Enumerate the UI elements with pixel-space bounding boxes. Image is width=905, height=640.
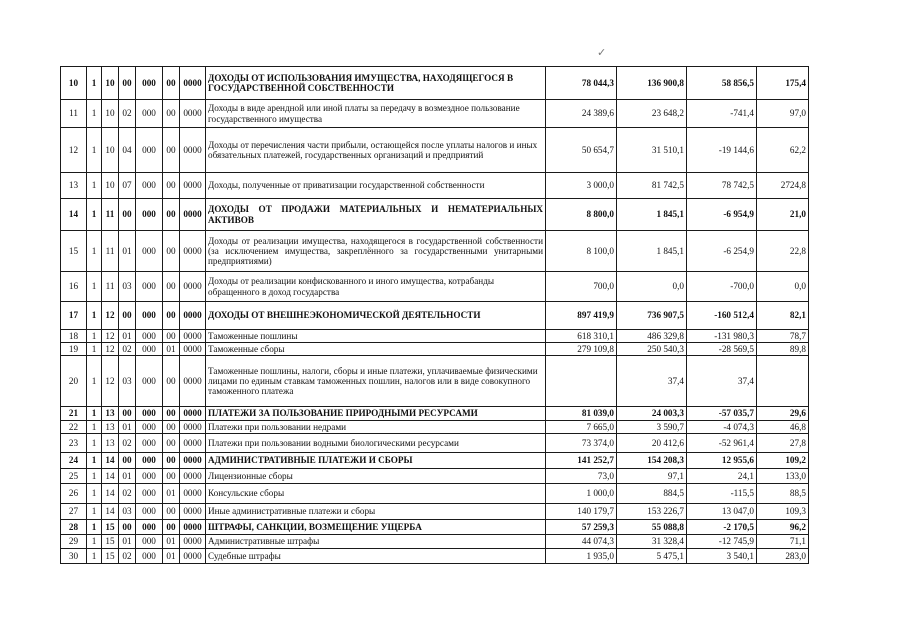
code-subgroup: 11 <box>102 199 119 231</box>
code-program: 0000 <box>180 272 206 302</box>
planned-value: 3 000,0 <box>546 173 617 199</box>
execution-percent: 2724,8 <box>757 173 809 199</box>
code-subarticle: 000 <box>136 128 163 173</box>
revenue-name: Доходы от перечисления части прибыли, остающейся после уплаты налогов и иных обязательных платежей, государственных организаций и предприятий <box>206 128 546 173</box>
code-program: 0000 <box>180 453 206 469</box>
deviation-value: -4 074,3 <box>687 421 757 434</box>
code-subarticle: 000 <box>136 421 163 434</box>
code-subgroup: 10 <box>102 100 119 128</box>
table-row <box>61 453 809 469</box>
code-article: 01 <box>119 469 136 484</box>
revenue-name: ПЛАТЕЖИ ЗА ПОЛЬЗОВАНИЕ ПРИРОДНЫМИ РЕСУРСАМИ <box>206 407 546 421</box>
deviation-value: 24,1 <box>687 469 757 484</box>
code-subgroup: 15 <box>102 549 119 564</box>
execution-percent: 283,0 <box>757 549 809 564</box>
code-subgroup: 12 <box>102 302 119 330</box>
code-subgroup: 14 <box>102 484 119 504</box>
row-number: 22 <box>61 421 87 434</box>
revenue-name: ДОХОДЫ ОТ ИСПОЛЬЗОВАНИЯ ИМУЩЕСТВА, НАХОДЯЩЕГОСЯ В ГОСУДАРСТВЕННОЙ СОБСТВЕННОСТИ <box>206 67 546 100</box>
code-subgroup: 12 <box>102 356 119 407</box>
code-element: 00 <box>163 520 180 535</box>
code-article: 01 <box>119 421 136 434</box>
row-number: 21 <box>61 407 87 421</box>
code-element: 00 <box>163 469 180 484</box>
execution-percent: 133,0 <box>757 469 809 484</box>
code-group: 1 <box>87 231 102 272</box>
deviation-value: -700,0 <box>687 272 757 302</box>
code-subgroup: 15 <box>102 520 119 535</box>
execution-percent: 27,8 <box>757 434 809 453</box>
table-row <box>61 421 809 434</box>
actual-value: 153 226,7 <box>617 504 687 520</box>
row-number: 12 <box>61 128 87 173</box>
table-row <box>61 407 809 421</box>
deviation-value: -52 961,4 <box>687 434 757 453</box>
code-article: 01 <box>119 231 136 272</box>
code-subgroup: 10 <box>102 173 119 199</box>
revenue-table <box>60 66 809 564</box>
check-mark: ✓ <box>597 47 607 59</box>
actual-value: 0,0 <box>617 272 687 302</box>
row-number: 19 <box>61 343 87 356</box>
planned-value: 897 419,9 <box>546 302 617 330</box>
code-subgroup: 15 <box>102 535 119 549</box>
revenue-name: Консульские сборы <box>206 484 546 504</box>
code-subgroup: 14 <box>102 453 119 469</box>
deviation-value: -2 170,5 <box>687 520 757 535</box>
code-element: 01 <box>163 535 180 549</box>
code-group: 1 <box>87 453 102 469</box>
code-group: 1 <box>87 173 102 199</box>
row-number: 26 <box>61 484 87 504</box>
code-article: 03 <box>119 272 136 302</box>
code-subarticle: 000 <box>136 535 163 549</box>
code-group: 1 <box>87 356 102 407</box>
planned-value <box>546 356 617 407</box>
actual-value: 154 208,3 <box>617 453 687 469</box>
code-element: 00 <box>163 231 180 272</box>
code-article: 03 <box>119 356 136 407</box>
code-program: 0000 <box>180 330 206 343</box>
code-program: 0000 <box>180 434 206 453</box>
code-subgroup: 10 <box>102 67 119 100</box>
code-article: 02 <box>119 100 136 128</box>
code-group: 1 <box>87 504 102 520</box>
table-row <box>61 549 809 564</box>
row-number: 13 <box>61 173 87 199</box>
code-subgroup: 12 <box>102 343 119 356</box>
code-element: 00 <box>163 453 180 469</box>
code-group: 1 <box>87 343 102 356</box>
planned-value: 78 044,3 <box>546 67 617 100</box>
actual-value: 20 412,6 <box>617 434 687 453</box>
code-group: 1 <box>87 330 102 343</box>
code-program: 0000 <box>180 535 206 549</box>
planned-value: 24 389,6 <box>546 100 617 128</box>
execution-percent: 0,0 <box>757 272 809 302</box>
row-number: 24 <box>61 453 87 469</box>
revenue-name: Судебные штрафы <box>206 549 546 564</box>
code-program: 0000 <box>180 407 206 421</box>
deviation-value: -19 144,6 <box>687 128 757 173</box>
revenue-name: Таможенные пошлины, налоги, сборы и иные платежи, уплачиваемые физическими лицами по единым ставкам таможенных пошлин, налогов или в виде совокупного таможенного платежа <box>206 356 546 407</box>
code-subgroup: 12 <box>102 330 119 343</box>
code-article: 02 <box>119 434 136 453</box>
code-subarticle: 000 <box>136 272 163 302</box>
table-row <box>61 434 809 453</box>
table-row <box>61 67 809 100</box>
code-element: 00 <box>163 504 180 520</box>
deviation-value: -741,4 <box>687 100 757 128</box>
revenue-name: ШТРАФЫ, САНКЦИИ, ВОЗМЕЩЕНИЕ УЩЕРБА <box>206 520 546 535</box>
deviation-value: -57 035,7 <box>687 407 757 421</box>
code-article: 02 <box>119 343 136 356</box>
code-article: 00 <box>119 199 136 231</box>
revenue-name: Доходы, полученные от приватизации государственной собственности <box>206 173 546 199</box>
table-row <box>61 535 809 549</box>
revenue-name: Иные административные платежи и сборы <box>206 504 546 520</box>
table-row <box>61 128 809 173</box>
execution-percent: 89,8 <box>757 343 809 356</box>
code-group: 1 <box>87 272 102 302</box>
table-row <box>61 356 809 407</box>
execution-percent <box>757 356 809 407</box>
actual-value: 1 845,1 <box>617 199 687 231</box>
row-number: 27 <box>61 504 87 520</box>
code-subgroup: 13 <box>102 434 119 453</box>
actual-value: 37,4 <box>617 356 687 407</box>
code-subarticle: 000 <box>136 484 163 504</box>
code-article: 00 <box>119 520 136 535</box>
table-row <box>61 199 809 231</box>
code-article: 07 <box>119 173 136 199</box>
code-program: 0000 <box>180 484 206 504</box>
code-group: 1 <box>87 199 102 231</box>
revenue-name: Платежи при пользовании водными биологическими ресурсами <box>206 434 546 453</box>
deviation-value: 3 540,1 <box>687 549 757 564</box>
code-article: 03 <box>119 504 136 520</box>
code-subarticle: 000 <box>136 407 163 421</box>
planned-value: 81 039,0 <box>546 407 617 421</box>
row-number: 28 <box>61 520 87 535</box>
revenue-name: ДОХОДЫ ОТ ВНЕШНЕЭКОНОМИЧЕСКОЙ ДЕЯТЕЛЬНОСТИ <box>206 302 546 330</box>
code-article: 00 <box>119 302 136 330</box>
deviation-value: 37,4 <box>687 356 757 407</box>
actual-value: 31 510,1 <box>617 128 687 173</box>
code-group: 1 <box>87 434 102 453</box>
row-number: 11 <box>61 100 87 128</box>
table-row <box>61 231 809 272</box>
deviation-value: -6 254,9 <box>687 231 757 272</box>
code-subarticle: 000 <box>136 504 163 520</box>
code-subgroup: 11 <box>102 231 119 272</box>
code-element: 00 <box>163 434 180 453</box>
actual-value: 97,1 <box>617 469 687 484</box>
code-subarticle: 000 <box>136 302 163 330</box>
planned-value: 1 935,0 <box>546 549 617 564</box>
execution-percent: 78,7 <box>757 330 809 343</box>
actual-value: 3 590,7 <box>617 421 687 434</box>
code-element: 00 <box>163 272 180 302</box>
planned-value: 279 109,8 <box>546 343 617 356</box>
planned-value: 8 800,0 <box>546 199 617 231</box>
code-group: 1 <box>87 128 102 173</box>
code-subarticle: 000 <box>136 520 163 535</box>
deviation-value: -28 569,5 <box>687 343 757 356</box>
code-subarticle: 000 <box>136 453 163 469</box>
code-subarticle: 000 <box>136 231 163 272</box>
actual-value: 31 328,4 <box>617 535 687 549</box>
revenue-name: Доходы в виде арендной или иной платы за передачу в возмездное пользование государственного имущества <box>206 100 546 128</box>
code-group: 1 <box>87 100 102 128</box>
row-number: 25 <box>61 469 87 484</box>
row-number: 16 <box>61 272 87 302</box>
code-subgroup: 13 <box>102 407 119 421</box>
code-subarticle: 000 <box>136 434 163 453</box>
code-subgroup: 10 <box>102 128 119 173</box>
code-group: 1 <box>87 302 102 330</box>
execution-percent: 109,2 <box>757 453 809 469</box>
code-program: 0000 <box>180 67 206 100</box>
code-program: 0000 <box>180 128 206 173</box>
code-element: 00 <box>163 356 180 407</box>
deviation-value: -131 980,3 <box>687 330 757 343</box>
code-subarticle: 000 <box>136 330 163 343</box>
row-number: 29 <box>61 535 87 549</box>
code-program: 0000 <box>180 173 206 199</box>
code-subarticle: 000 <box>136 67 163 100</box>
deviation-value: -6 954,9 <box>687 199 757 231</box>
actual-value: 55 088,8 <box>617 520 687 535</box>
actual-value: 1 845,1 <box>617 231 687 272</box>
actual-value: 486 329,8 <box>617 330 687 343</box>
execution-percent: 88,5 <box>757 484 809 504</box>
execution-percent: 71,1 <box>757 535 809 549</box>
code-program: 0000 <box>180 356 206 407</box>
code-subgroup: 14 <box>102 504 119 520</box>
code-article: 01 <box>119 535 136 549</box>
planned-value: 700,0 <box>546 272 617 302</box>
code-subarticle: 000 <box>136 549 163 564</box>
code-element: 00 <box>163 128 180 173</box>
execution-percent: 29,6 <box>757 407 809 421</box>
code-group: 1 <box>87 484 102 504</box>
execution-percent: 22,8 <box>757 231 809 272</box>
actual-value: 136 900,8 <box>617 67 687 100</box>
planned-value: 73,0 <box>546 469 617 484</box>
planned-value: 8 100,0 <box>546 231 617 272</box>
revenue-name: Лицензионные сборы <box>206 469 546 484</box>
code-program: 0000 <box>180 520 206 535</box>
code-article: 02 <box>119 484 136 504</box>
table-row <box>61 484 809 504</box>
table-row <box>61 272 809 302</box>
table-row <box>61 100 809 128</box>
code-group: 1 <box>87 421 102 434</box>
revenue-name: Платежи при пользовании недрами <box>206 421 546 434</box>
planned-value: 141 252,7 <box>546 453 617 469</box>
code-program: 0000 <box>180 343 206 356</box>
revenue-name: Таможенные сборы <box>206 343 546 356</box>
code-subarticle: 000 <box>136 199 163 231</box>
code-article: 00 <box>119 453 136 469</box>
planned-value: 140 179,7 <box>546 504 617 520</box>
code-element: 00 <box>163 407 180 421</box>
revenue-name: АДМИНИСТРАТИВНЫЕ ПЛАТЕЖИ И СБОРЫ <box>206 453 546 469</box>
planned-value: 50 654,7 <box>546 128 617 173</box>
code-element: 00 <box>163 330 180 343</box>
code-article: 04 <box>119 128 136 173</box>
row-number: 18 <box>61 330 87 343</box>
code-program: 0000 <box>180 199 206 231</box>
code-subarticle: 000 <box>136 469 163 484</box>
execution-percent: 96,2 <box>757 520 809 535</box>
code-program: 0000 <box>180 469 206 484</box>
code-element: 00 <box>163 199 180 231</box>
deviation-value: 12 955,6 <box>687 453 757 469</box>
execution-percent: 21,0 <box>757 199 809 231</box>
actual-value: 736 907,5 <box>617 302 687 330</box>
code-element: 00 <box>163 100 180 128</box>
code-subarticle: 000 <box>136 356 163 407</box>
code-element: 00 <box>163 67 180 100</box>
code-group: 1 <box>87 67 102 100</box>
deviation-value: -12 745,9 <box>687 535 757 549</box>
planned-value: 1 000,0 <box>546 484 617 504</box>
table-row <box>61 343 809 356</box>
code-program: 0000 <box>180 100 206 128</box>
planned-value: 73 374,0 <box>546 434 617 453</box>
code-subgroup: 14 <box>102 469 119 484</box>
table-row <box>61 173 809 199</box>
execution-percent: 97,0 <box>757 100 809 128</box>
code-group: 1 <box>87 549 102 564</box>
planned-value: 57 259,3 <box>546 520 617 535</box>
code-subgroup: 13 <box>102 421 119 434</box>
code-group: 1 <box>87 535 102 549</box>
execution-percent: 109,3 <box>757 504 809 520</box>
code-article: 00 <box>119 407 136 421</box>
code-element: 00 <box>163 421 180 434</box>
code-element: 00 <box>163 173 180 199</box>
planned-value: 618 310,1 <box>546 330 617 343</box>
table-row <box>61 302 809 330</box>
execution-percent: 62,2 <box>757 128 809 173</box>
actual-value: 24 003,3 <box>617 407 687 421</box>
deviation-value: -160 512,4 <box>687 302 757 330</box>
code-group: 1 <box>87 520 102 535</box>
code-program: 0000 <box>180 504 206 520</box>
revenue-name: Таможенные пошлины <box>206 330 546 343</box>
code-program: 0000 <box>180 421 206 434</box>
row-number: 17 <box>61 302 87 330</box>
execution-percent: 46,8 <box>757 421 809 434</box>
revenue-name: Доходы от реализации конфискованного и иного имущества, котрабанды обращенного в доход государства <box>206 272 546 302</box>
revenue-name: Административные штрафы <box>206 535 546 549</box>
code-subarticle: 000 <box>136 343 163 356</box>
code-program: 0000 <box>180 302 206 330</box>
table-row <box>61 469 809 484</box>
deviation-value: 13 047,0 <box>687 504 757 520</box>
row-number: 14 <box>61 199 87 231</box>
code-article: 00 <box>119 67 136 100</box>
code-program: 0000 <box>180 231 206 272</box>
actual-value: 250 540,3 <box>617 343 687 356</box>
code-group: 1 <box>87 469 102 484</box>
planned-value: 7 665,0 <box>546 421 617 434</box>
code-element: 01 <box>163 343 180 356</box>
row-number: 10 <box>61 67 87 100</box>
actual-value: 884,5 <box>617 484 687 504</box>
code-element: 00 <box>163 302 180 330</box>
planned-value: 44 074,3 <box>546 535 617 549</box>
code-subarticle: 000 <box>136 100 163 128</box>
actual-value: 5 475,1 <box>617 549 687 564</box>
table-row <box>61 330 809 343</box>
code-element: 01 <box>163 484 180 504</box>
deviation-value: 58 856,5 <box>687 67 757 100</box>
row-number: 23 <box>61 434 87 453</box>
code-element: 01 <box>163 549 180 564</box>
deviation-value: 78 742,5 <box>687 173 757 199</box>
code-program: 0000 <box>180 549 206 564</box>
code-subarticle: 000 <box>136 173 163 199</box>
deviation-value: -115,5 <box>687 484 757 504</box>
code-article: 01 <box>119 330 136 343</box>
code-subgroup: 11 <box>102 272 119 302</box>
actual-value: 23 648,2 <box>617 100 687 128</box>
code-article: 02 <box>119 549 136 564</box>
row-number: 20 <box>61 356 87 407</box>
table-row <box>61 520 809 535</box>
execution-percent: 82,1 <box>757 302 809 330</box>
code-group: 1 <box>87 407 102 421</box>
row-number: 15 <box>61 231 87 272</box>
table-row <box>61 504 809 520</box>
revenue-name: ДОХОДЫ ОТ ПРОДАЖИ МАТЕРИАЛЬНЫХ И НЕМАТЕРИАЛЬНЫХ АКТИВОВ <box>206 199 546 231</box>
revenue-name: Доходы от реализации имущества, находящегося в государственной собственности (за исключением имущества, закреплённого за государственными унитарными предприятиями) <box>206 231 546 272</box>
actual-value: 81 742,5 <box>617 173 687 199</box>
row-number: 30 <box>61 549 87 564</box>
execution-percent: 175,4 <box>757 67 809 100</box>
